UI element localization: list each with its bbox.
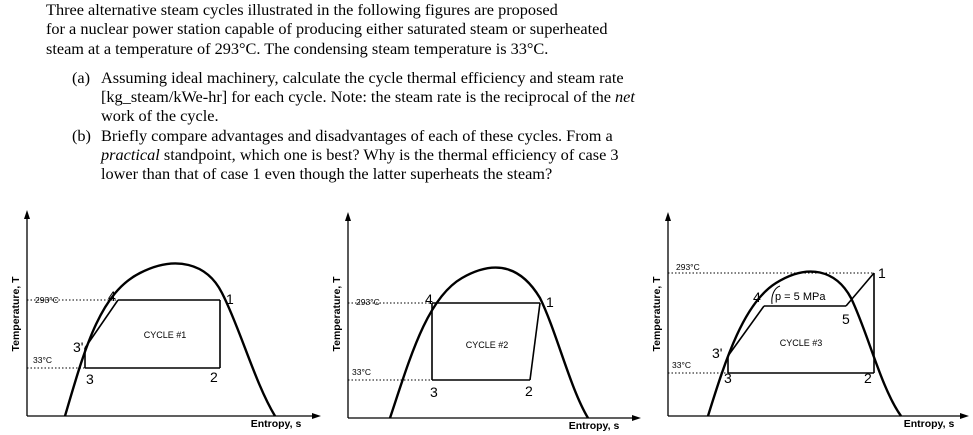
y-axis-arrow	[665, 212, 671, 221]
low-temp-label: 33°C	[33, 355, 52, 365]
part-line: Briefly compare advantages and disadvantages of each of these cycles. From a	[101, 125, 613, 145]
x-axis-arrow	[312, 413, 321, 419]
superheat-line	[846, 273, 874, 306]
part-line: practical standpoint, which one is best? Why is the thermal efficiency of case 3	[101, 145, 619, 165]
point-3prime-label: 3'	[712, 345, 723, 361]
intro-line: for a nuclear power station capable of producing either saturated steam or superheated	[46, 19, 608, 39]
pressure-label: p = 5 MPa	[775, 291, 826, 303]
part-line: lower than that of case 1 even though the latter superheats the steam?	[101, 164, 553, 184]
expansion-line	[530, 303, 540, 380]
y-axis-label: Temperature, T	[10, 276, 22, 352]
heating-line	[728, 306, 764, 356]
point-2-label: 2	[210, 369, 218, 385]
ts-diagram-cycle-3	[646, 208, 973, 435]
intro-line: steam at a temperature of 293°C. The condensing steam temperature is 33°C.	[46, 38, 549, 58]
part-line: Assuming ideal machinery, calculate the cycle thermal efficiency and steam rate	[101, 67, 624, 87]
cycle-label: CYCLE #2	[465, 340, 509, 350]
point-3prime-label: 3'	[73, 339, 84, 355]
high-temp-label: 293°C	[676, 262, 700, 272]
x-axis-arrow	[960, 413, 969, 419]
part-b-text	[101, 126, 619, 184]
y-axis-arrow	[345, 212, 351, 221]
point-3-label: 3	[86, 371, 94, 387]
x-axis-arrow	[632, 415, 641, 421]
part-b	[72, 126, 946, 184]
point-2-label: 2	[864, 370, 872, 386]
high-temp-label: 293°C	[35, 295, 59, 305]
ts-diagram-cycle-2	[322, 208, 644, 435]
part-line: [kg_steam/kWe-hr] for each cycle. Note: the steam rate is the reciprocal of the net	[101, 87, 635, 107]
part-a-label: (a)	[72, 67, 91, 87]
x-axis-label: Entropy, s	[250, 418, 302, 430]
point-2-label: 2	[525, 383, 533, 399]
cycle-label: CYCLE #1	[143, 330, 187, 340]
point-4-label: 4	[425, 291, 433, 307]
cycle-label: CYCLE #3	[779, 338, 823, 348]
problem-statement	[46, 0, 946, 184]
part-line: work of the cycle.	[101, 106, 219, 126]
intro-line: Three alternative steam cycles illustrated in the following figures are proposed	[46, 0, 558, 19]
low-temp-label: 33°C	[352, 367, 371, 377]
point-1-label: 1	[546, 294, 554, 310]
x-axis-label: Entropy, s	[903, 418, 955, 430]
point-1-label: 1	[226, 291, 234, 307]
point-5-label: 5	[842, 311, 850, 327]
high-temp-label: 293°C	[356, 297, 380, 307]
heating-line	[85, 300, 118, 348]
x-axis-label: Entropy, s	[568, 420, 620, 432]
point-3-label: 3	[430, 384, 438, 400]
ts-diagram-cycle-1	[0, 208, 320, 435]
part-a	[72, 68, 946, 126]
y-axis-arrow	[24, 210, 30, 219]
point-3-label: 3	[724, 370, 732, 386]
low-temp-label: 33°C	[672, 360, 691, 370]
problem-intro	[46, 0, 946, 58]
point-1-label: 1	[878, 265, 886, 281]
y-axis-label: Temperature, T	[331, 276, 343, 352]
problem-parts	[72, 68, 946, 184]
point-4-label: 4	[753, 289, 761, 305]
part-b-label: (b)	[72, 125, 91, 145]
y-axis-label: Temperature, T	[651, 276, 663, 352]
point-4-label: 4	[108, 288, 116, 304]
part-a-text	[101, 68, 635, 126]
